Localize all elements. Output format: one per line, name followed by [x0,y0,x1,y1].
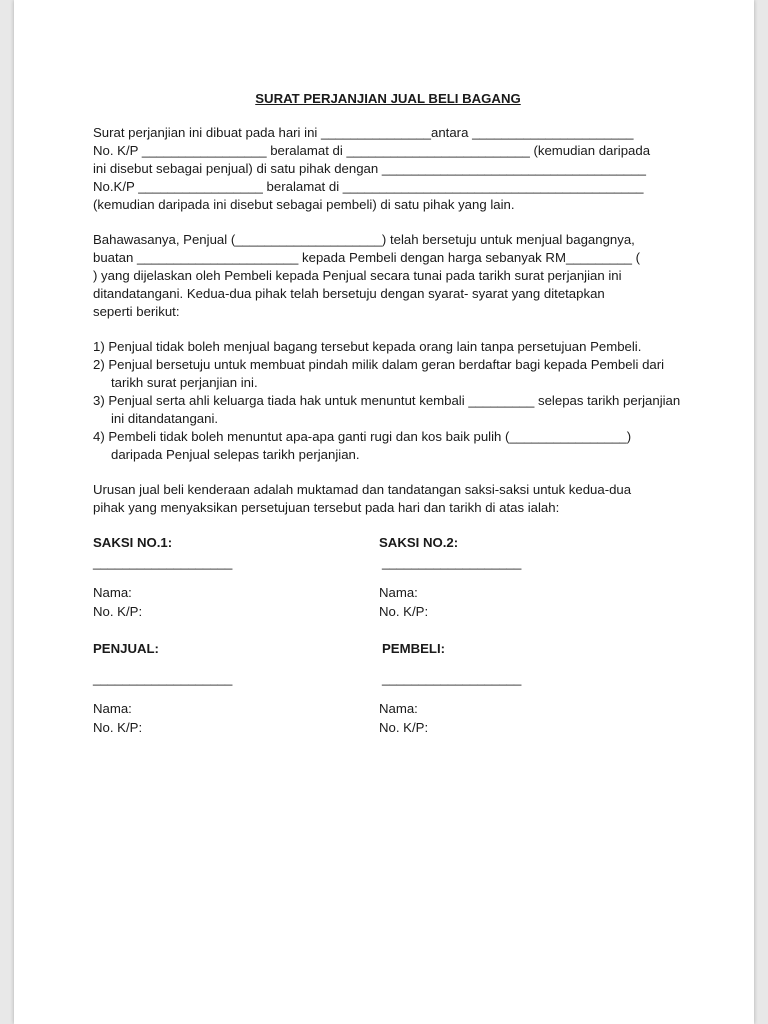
term-item: 3) Penjual serta ahli keluarga tiada hak untuk menuntut kembali _________ selepas tarikh perjanjian ini ditandatangani. [93,393,681,426]
witness-1-block [93,534,379,622]
term-item: 2) Penjual bersetuju untuk membuat pindah milik dalam geran berdaftar bagi kepada Pembeli dari tarikh surat perjanjian ini. [93,357,665,390]
witness-2-label: SAKSI NO.2: [379,535,459,550]
intro-paragraph: Surat perjanjian ini dibuat pada hari ini _______________antara ______________________ No. K/P _________________ beralamat di _________________________ (kemudian daripada ini disebut sebagai penjual) di satu pihak dengan ____________________________________ No.K/P _________________ beralamat di _________________________________________ (kemudian daripada ini disebut sebagai pembeli) di satu pihak yang lain. [93,125,651,212]
witness-1-name-label: Nama: [93,585,132,600]
buyer-name-label: Nama: [379,701,418,716]
document-title: SURAT PERJANJIAN JUAL BELI BAGANG [255,91,521,106]
witness-2-block [379,534,665,622]
seller-signature-line: ___________________ [93,671,233,686]
seller-label: PENJUAL: [93,641,159,656]
party-signatures [93,640,683,738]
closing-paragraph: Urusan jual beli kenderaan adalah muktamad dan tandatangan saksi-saksi untuk kedua-dua pihak yang menyaksikan persetujuan tersebut pada hari dan tarikh di atas ialah: [93,482,632,515]
term-item: 1) Penjual tidak boleh menjual bagang tersebut kepada orang lain tanpa persetujuan Pembeli. [93,339,642,354]
document-content [93,90,683,738]
witness-1-label: SAKSI NO.1: [93,535,173,550]
agreement-paragraph: Bahawasanya, Penjual (____________________) telah bersetuju untuk menjual bagangnya, buatan ______________________ kepada Pembeli dengan harga sebanyak RM_________ ( ) yang dijelaskan oleh Pembeli kepada Penjual secara tunai pada tarikh surat perjanjian ini ditandatangani. Kedua-dua pihak telah bersetuju dengan syarat- syarat yang ditetapkan seperti berikut: [93,232,641,319]
witness-1-signature-line: ___________________ [93,555,233,570]
witness-2-signature-line: ___________________ [382,555,522,570]
buyer-kp-label: No. K/P: [379,720,429,735]
witness-1-kp-label: No. K/P: [93,604,143,619]
witness-signatures [93,534,683,622]
buyer-block [379,640,665,738]
witness-2-name-label: Nama: [379,585,418,600]
seller-name-label: Nama: [93,701,132,716]
seller-block [93,640,379,738]
seller-kp-label: No. K/P: [93,720,143,735]
buyer-label: PEMBELI: [382,641,446,656]
term-item: 4) Pembeli tidak boleh menuntut apa-apa ganti rugi dan kos baik pulih (________________) daripada Penjual selepas tarikh perjanjian. [93,429,632,462]
witness-2-kp-label: No. K/P: [379,604,429,619]
document-page [14,0,754,1024]
terms-list [93,338,683,464]
buyer-signature-line: ___________________ [382,671,522,686]
